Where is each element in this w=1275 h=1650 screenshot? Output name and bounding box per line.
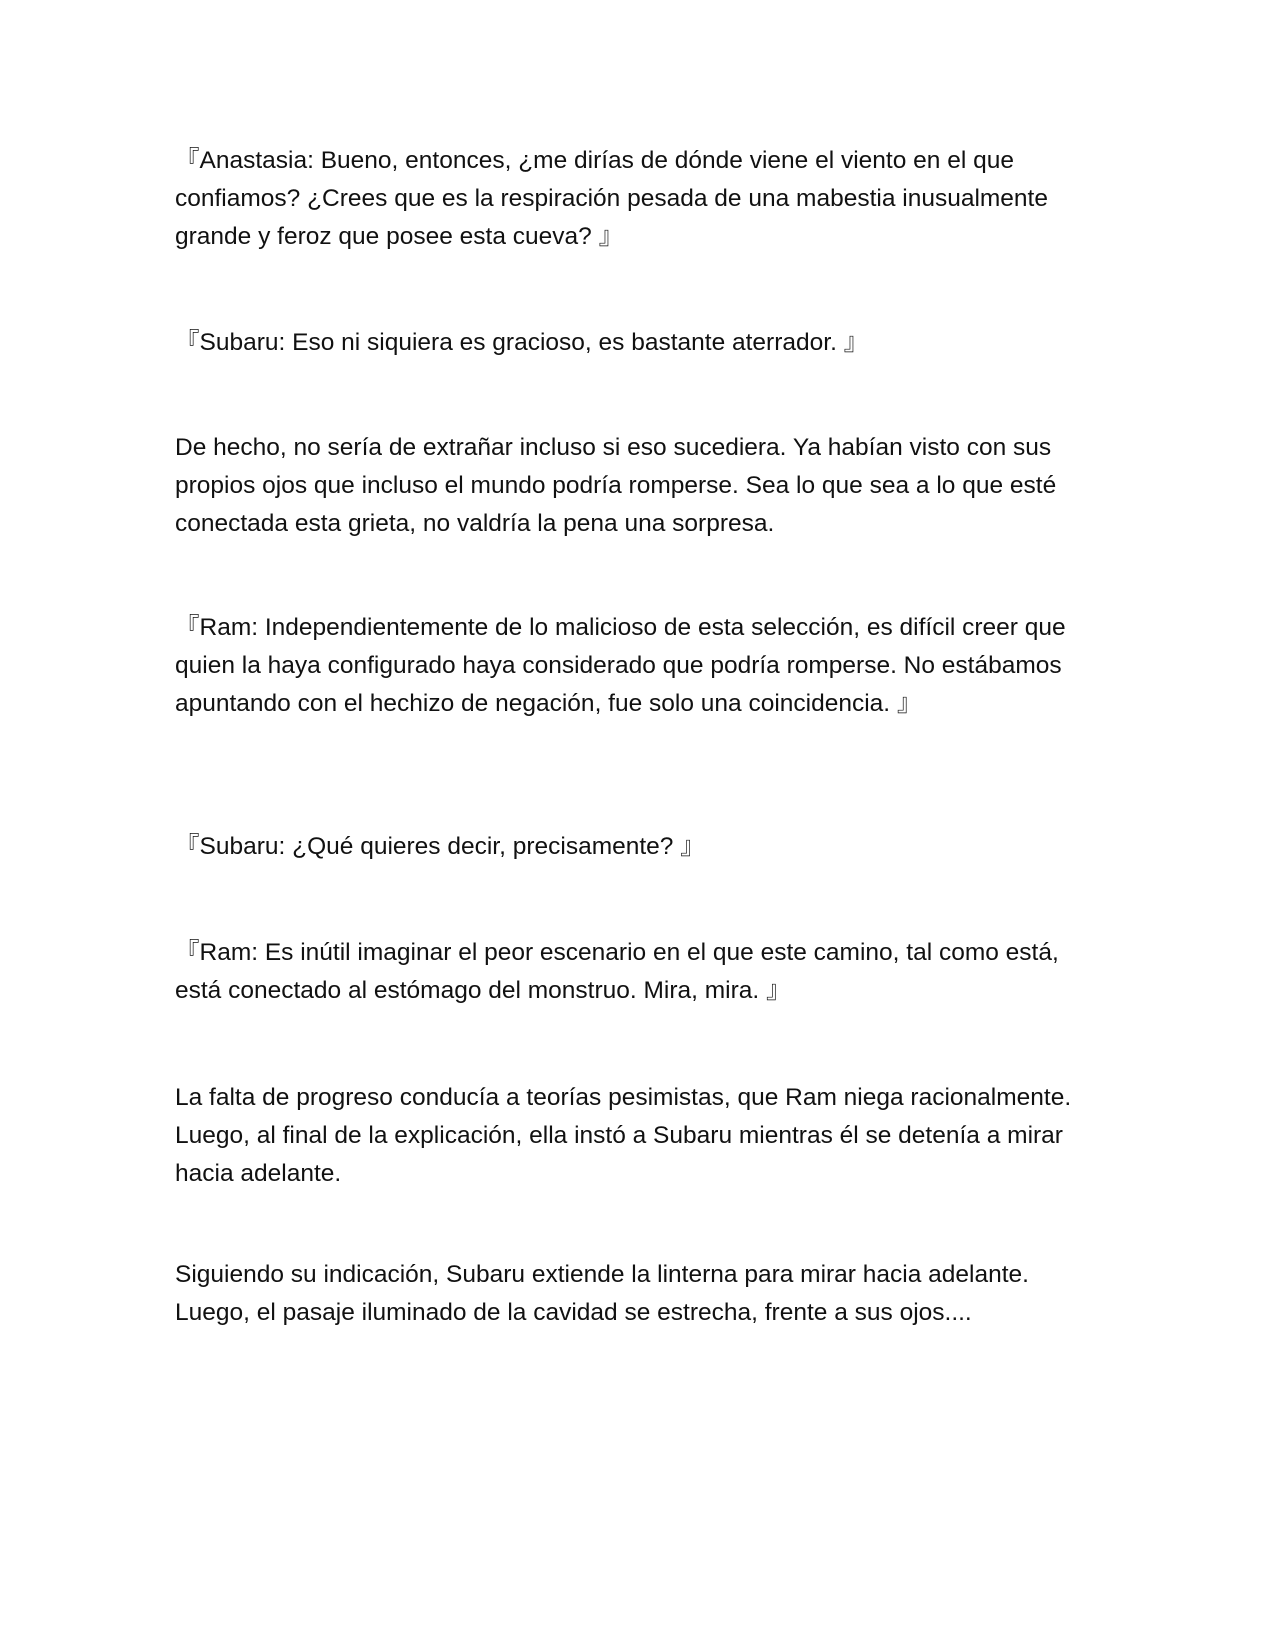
narration-world-break: De hecho, no sería de extrañar incluso si eso sucediera. Ya habían visto con sus propios ojos que incluso el mundo podría romperse. Sea lo que sea a lo que esté conectada esta grieta, no valdría la pena una sorpresa.: [175, 434, 1057, 537]
dialogue-subaru-question: 『Subaru: ¿Qué quieres decir, precisamente? 』: [175, 833, 705, 860]
narration-lantern: Siguiendo su indicación, Subaru extiende la linterna para mirar hacia adelante. Luego, el pasaje iluminado de la cavidad se estrecha, frente a sus ojos....: [175, 1261, 1029, 1326]
dialogue-ram-stomach: 『Ram: Es inútil imaginar el peor escenario en el que este camino, tal como está, está conectado al estómago del monstruo. Mira, mira. 』: [175, 939, 1059, 1004]
dialogue-anastasia-wind: 『Anastasia: Bueno, entonces, ¿me dirías de dónde viene el viento en el que confiamos? ¿Crees que es la respiración pesada de una mabestia inusualmente grande y feroz que posee esta cueva? 』: [175, 147, 1048, 250]
dialogue-ram-coincidence: 『Ram: Independientemente de lo malicioso de esta selección, es difícil creer que quien la haya configurado haya considerado que podría romperse. No estábamos apuntando con el hechizo de negación, fue solo una coincidencia. 』: [175, 614, 1066, 717]
dialogue-subaru-terrifying: 『Subaru: Eso ni siquiera es gracioso, es bastante aterrador. 』: [175, 329, 869, 356]
narration-pessimism: La falta de progreso conducía a teorías pesimistas, que Ram niega racionalmente. Luego, al final de la explicación, ella instó a Subaru mientras él se detenía a mirar hacia adelante.: [175, 1084, 1072, 1187]
